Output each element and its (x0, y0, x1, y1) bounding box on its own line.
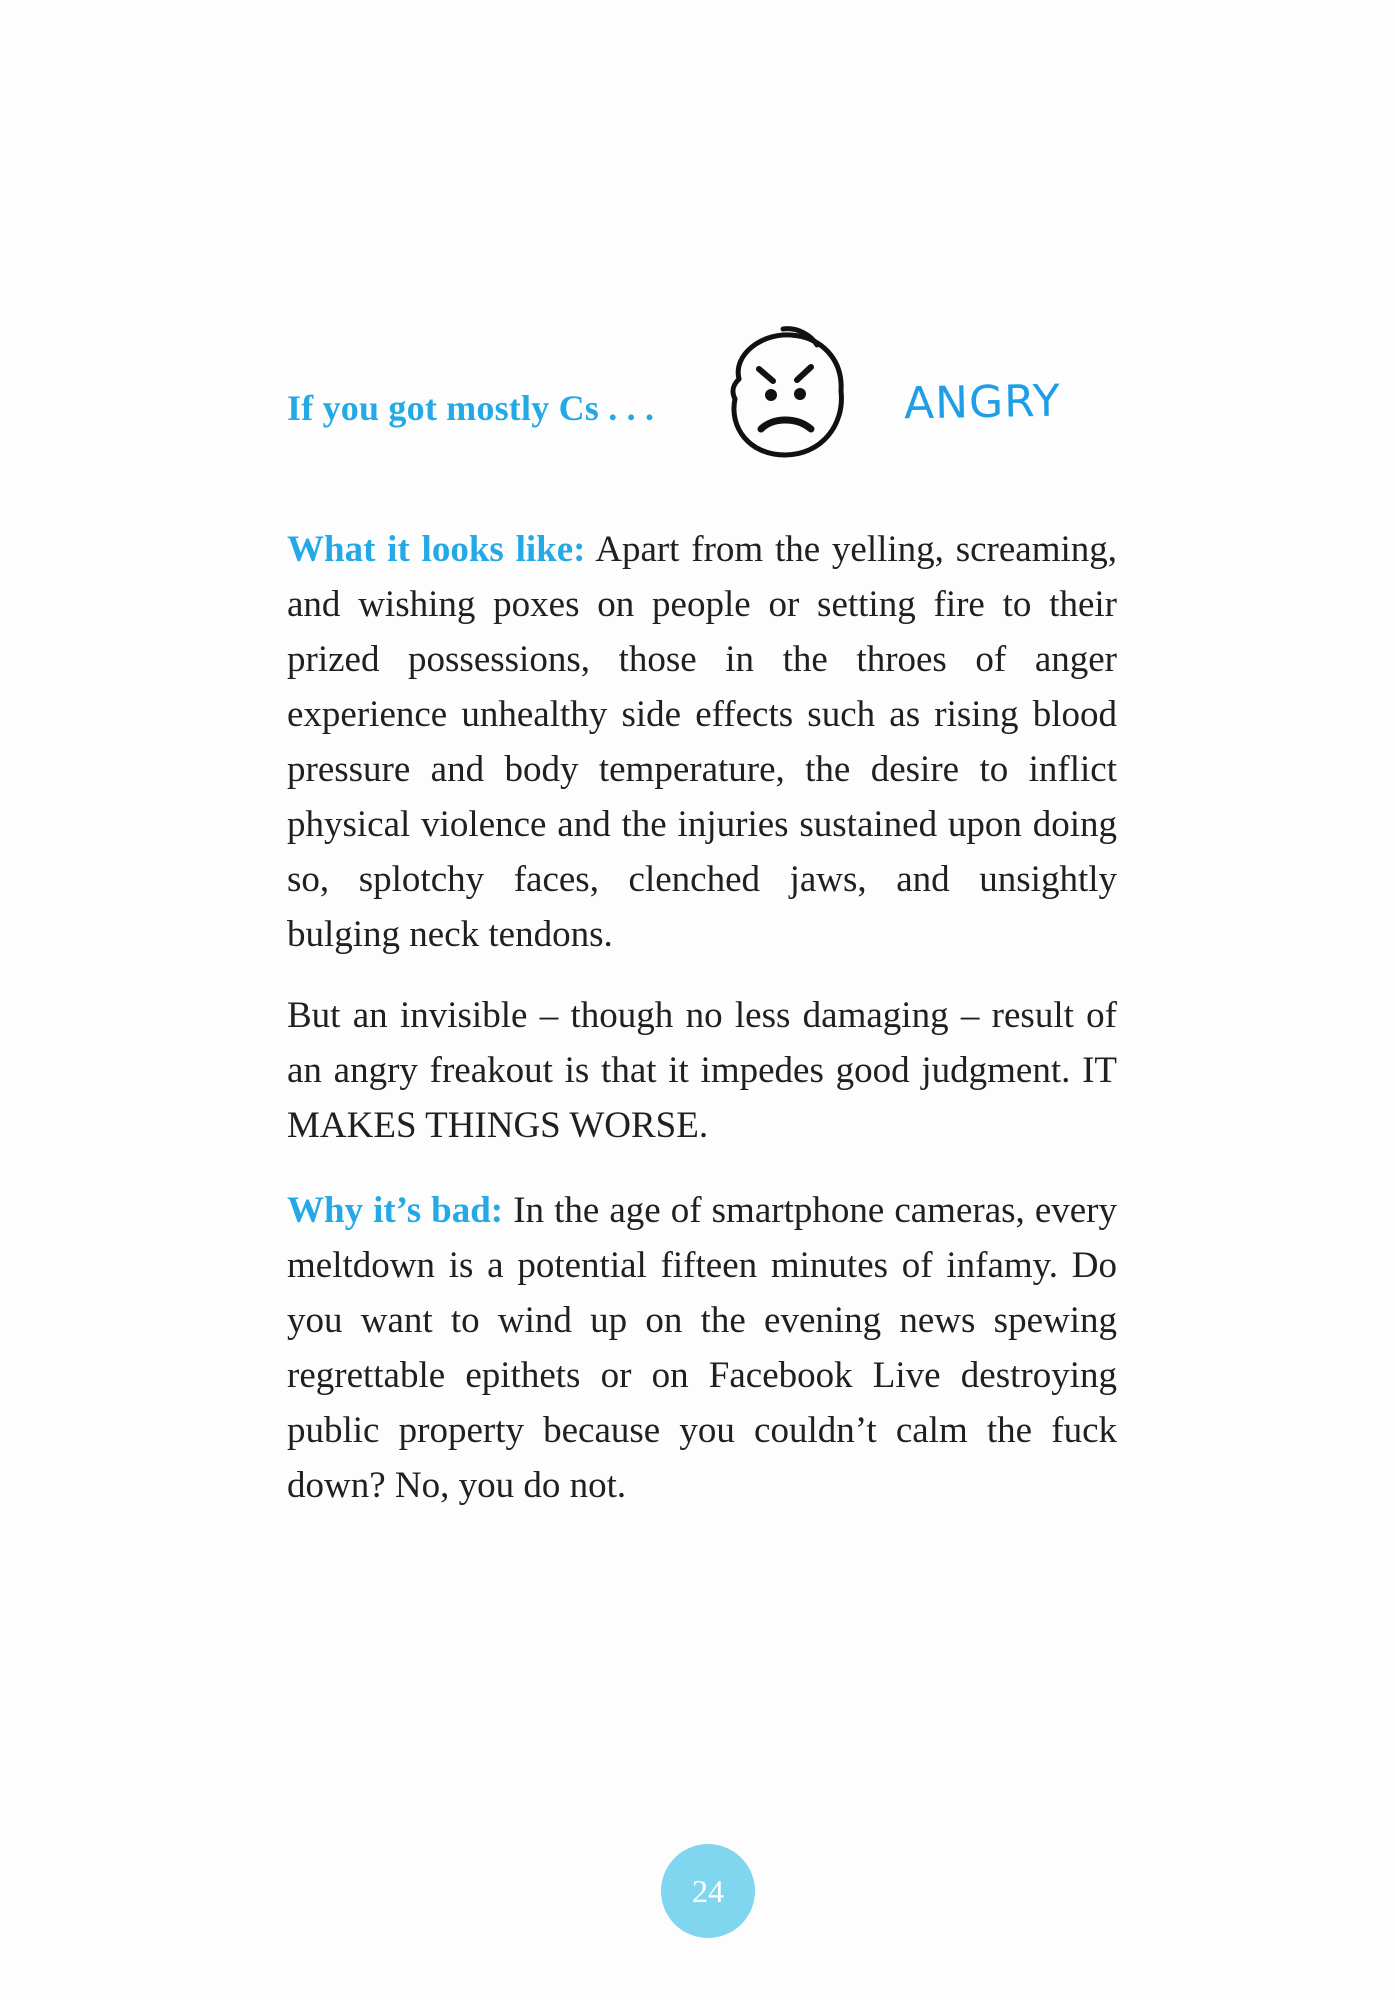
paragraph-text: Apart from the yelling, screaming, and wishing poxes on people or setting fire to their prized possessions, those in the throes of anger experience unhealthy side effects such as rising blood pressure and body temperature, the desire to inflict physical violence and the injuries sustained upon doing so, splotchy faces, clenched jaws, and unsightly bulging neck tendons. (287, 529, 1118, 955)
paragraph-text: In the age of smartphone cameras, every meltdown is a potential fifteen minutes of infamy. Do you want to wind up on the evening news spewing regrettable epithets or on Facebook Live destroying public property because you couldn’t calm the fuck down? No, you do not. (287, 1190, 1117, 1506)
paragraph-what-it-looks-like (287, 522, 1117, 962)
mood-label: ANGRY (903, 375, 1062, 430)
body-text (287, 522, 1117, 1539)
paragraph-text: But an invisible – though no less damaging – result of an angry freakout is that it impedes good judgment. IT MAKES THINGS WORSE. (287, 995, 1117, 1146)
angry-face-icon (721, 325, 851, 465)
page-number-badge: 24 (661, 1844, 755, 1938)
paragraph-why-its-bad (287, 1183, 1117, 1513)
paragraph-invisible-result (287, 988, 1117, 1153)
result-heading: If you got mostly Cs . . . (287, 388, 655, 428)
lead-in-label: Why it’s bad: (287, 1190, 504, 1231)
section-header (287, 325, 1117, 475)
lead-in-label: What it looks like: (287, 529, 586, 570)
